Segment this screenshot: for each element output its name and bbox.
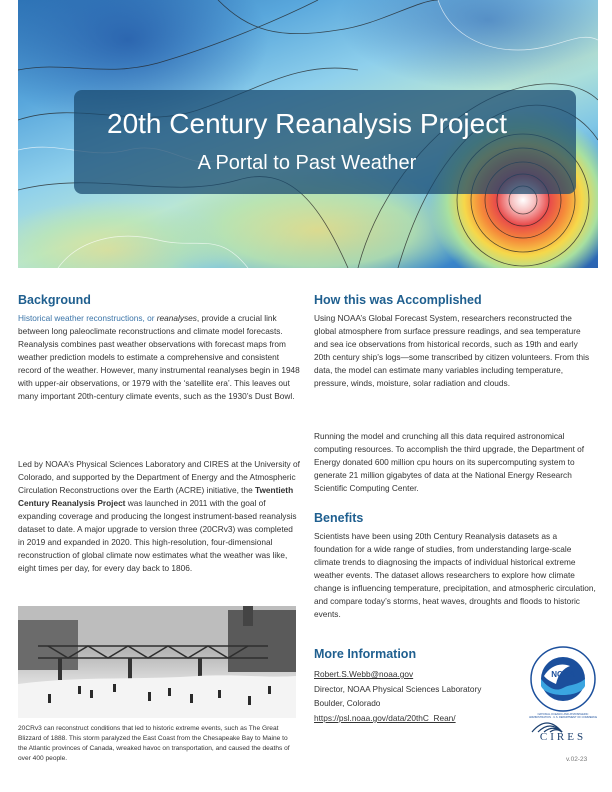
background-paragraph-1 [18,312,300,403]
blizzard-photo-graphic [18,606,296,718]
noaa-logo-ring-text: NATIONAL OCEANIC AND ATMOSPHERIC ADMINISTRATION · U.S. DEPARTMENT OF COMMERCE [528,713,598,719]
benefits-paragraph: Scientists have been using 20th Century Reanalysis datasets as a foundation for a wide range of studies, from understanding large-scale climate trends to diagnosing the impacts of individual historical extreme weather events. The dataset allows researchers to explore how climate change is influencing temperature, precipitation, and atmospheric circulation, and compare today’s storms, heat waves, droughts and floods to historic events. [314,531,596,619]
photo-caption: 20CRv3 can reconstruct conditions that led to historic extreme events, such as The Great Blizzard of 1888. This storm paralyzed the East Coast from the Chesapeake Bay to Maine to the Atlantic provinces of Canada, wreaked havoc on transportation, and caused the deaths of over 400 people. [18,725,290,762]
benefits-heading: Benefits [314,511,364,525]
contact-role: Director, NOAA Physical Sciences Laboratory [314,684,482,694]
accomplished-paragraph-2: Running the model and crunching all this data required astronomical computing resources. To accomplish the third upgrade, the Department of Energy donated 600 million cpu hours on its supercomputing system to generate 21 million gigabytes of data at the National Energy Research Scientific Computing Center. [314,431,585,493]
noaa-logo [528,646,598,719]
accomplished-heading: How this was Accomplished [314,293,482,307]
version-label: v.02-23 [566,756,588,763]
noaa-logo-graphic [530,646,596,712]
more-info-heading: More Information [314,647,417,661]
cires-logo [528,716,598,746]
page-title: 20th Century Reanalysis Project [107,108,507,139]
noaa-logo-text: NOAA [551,670,575,679]
cires-logo-text: CIRES [539,731,587,743]
background-p1-em: reanalyses [156,313,197,323]
background-p2-pre: Led by NOAA’s Physical Sciences Laboratory and CIRES at the University of Colorado, and supported by the Department of Energy and the Atmospheric Circulation Reconstructions over the Earth (ACRE) initiative, the [18,459,300,495]
accomplished-paragraph-1: Using NOAA’s Global Forecast System, researchers reconstructed the global atmosphere from surface pressure readings, and sea temperature and sea ice observations from historical records, such as 19th and early 20th century ship’s logs—some transcribed by citizen volunteers. From this data, the model can estimate many variables including temperature, pressure, winds, moisture, solar radiation and clouds. [314,313,590,388]
title-banner [74,90,576,194]
background-p2-bold: Twentieth Century Reanalysis Project [18,485,294,508]
contact-location: Boulder, Colorado [314,698,381,708]
background-p1-post: , provide a crucial link between long paleoclimate reconstructions and climate model forecasts. Reanalysis combines past weather observations with forecast maps from weather prediction models to estimate a comprehensive and consistent record of the weather. However, many instrumental reanalyses begin in 1948 with upper-air observations, or 1979 with the ‘satellite era’. This leaves out many important 20th-century climate events, such as the 1930’s Dust Bowl. [18,313,300,401]
background-p2-post: was launched in 2011 with the goal of expanding coverage and producing the longest instrument-based reanalysis dataset to date. A major upgrade to version three (20CRv3) was completed in 2019 and expanded in 2020. This high-resolution, four-dimensional reconstruction of global climate now estimates what the weather was like, eight times per day, for every day back to 1806. [18,498,297,573]
data-portal-link[interactable]: https://psl.noaa.gov/data/20thC_Rean/ [314,713,456,723]
page-subtitle: A Portal to Past Weather [197,152,417,174]
background-paragraph-2 [18,458,300,575]
background-p1-pre: Historical weather reconstructions, or [18,313,157,323]
contact-email-link[interactable]: Robert.S.Webb@noaa.gov [314,669,414,679]
background-heading: Background [18,293,91,307]
historic-blizzard-photo [18,606,296,718]
